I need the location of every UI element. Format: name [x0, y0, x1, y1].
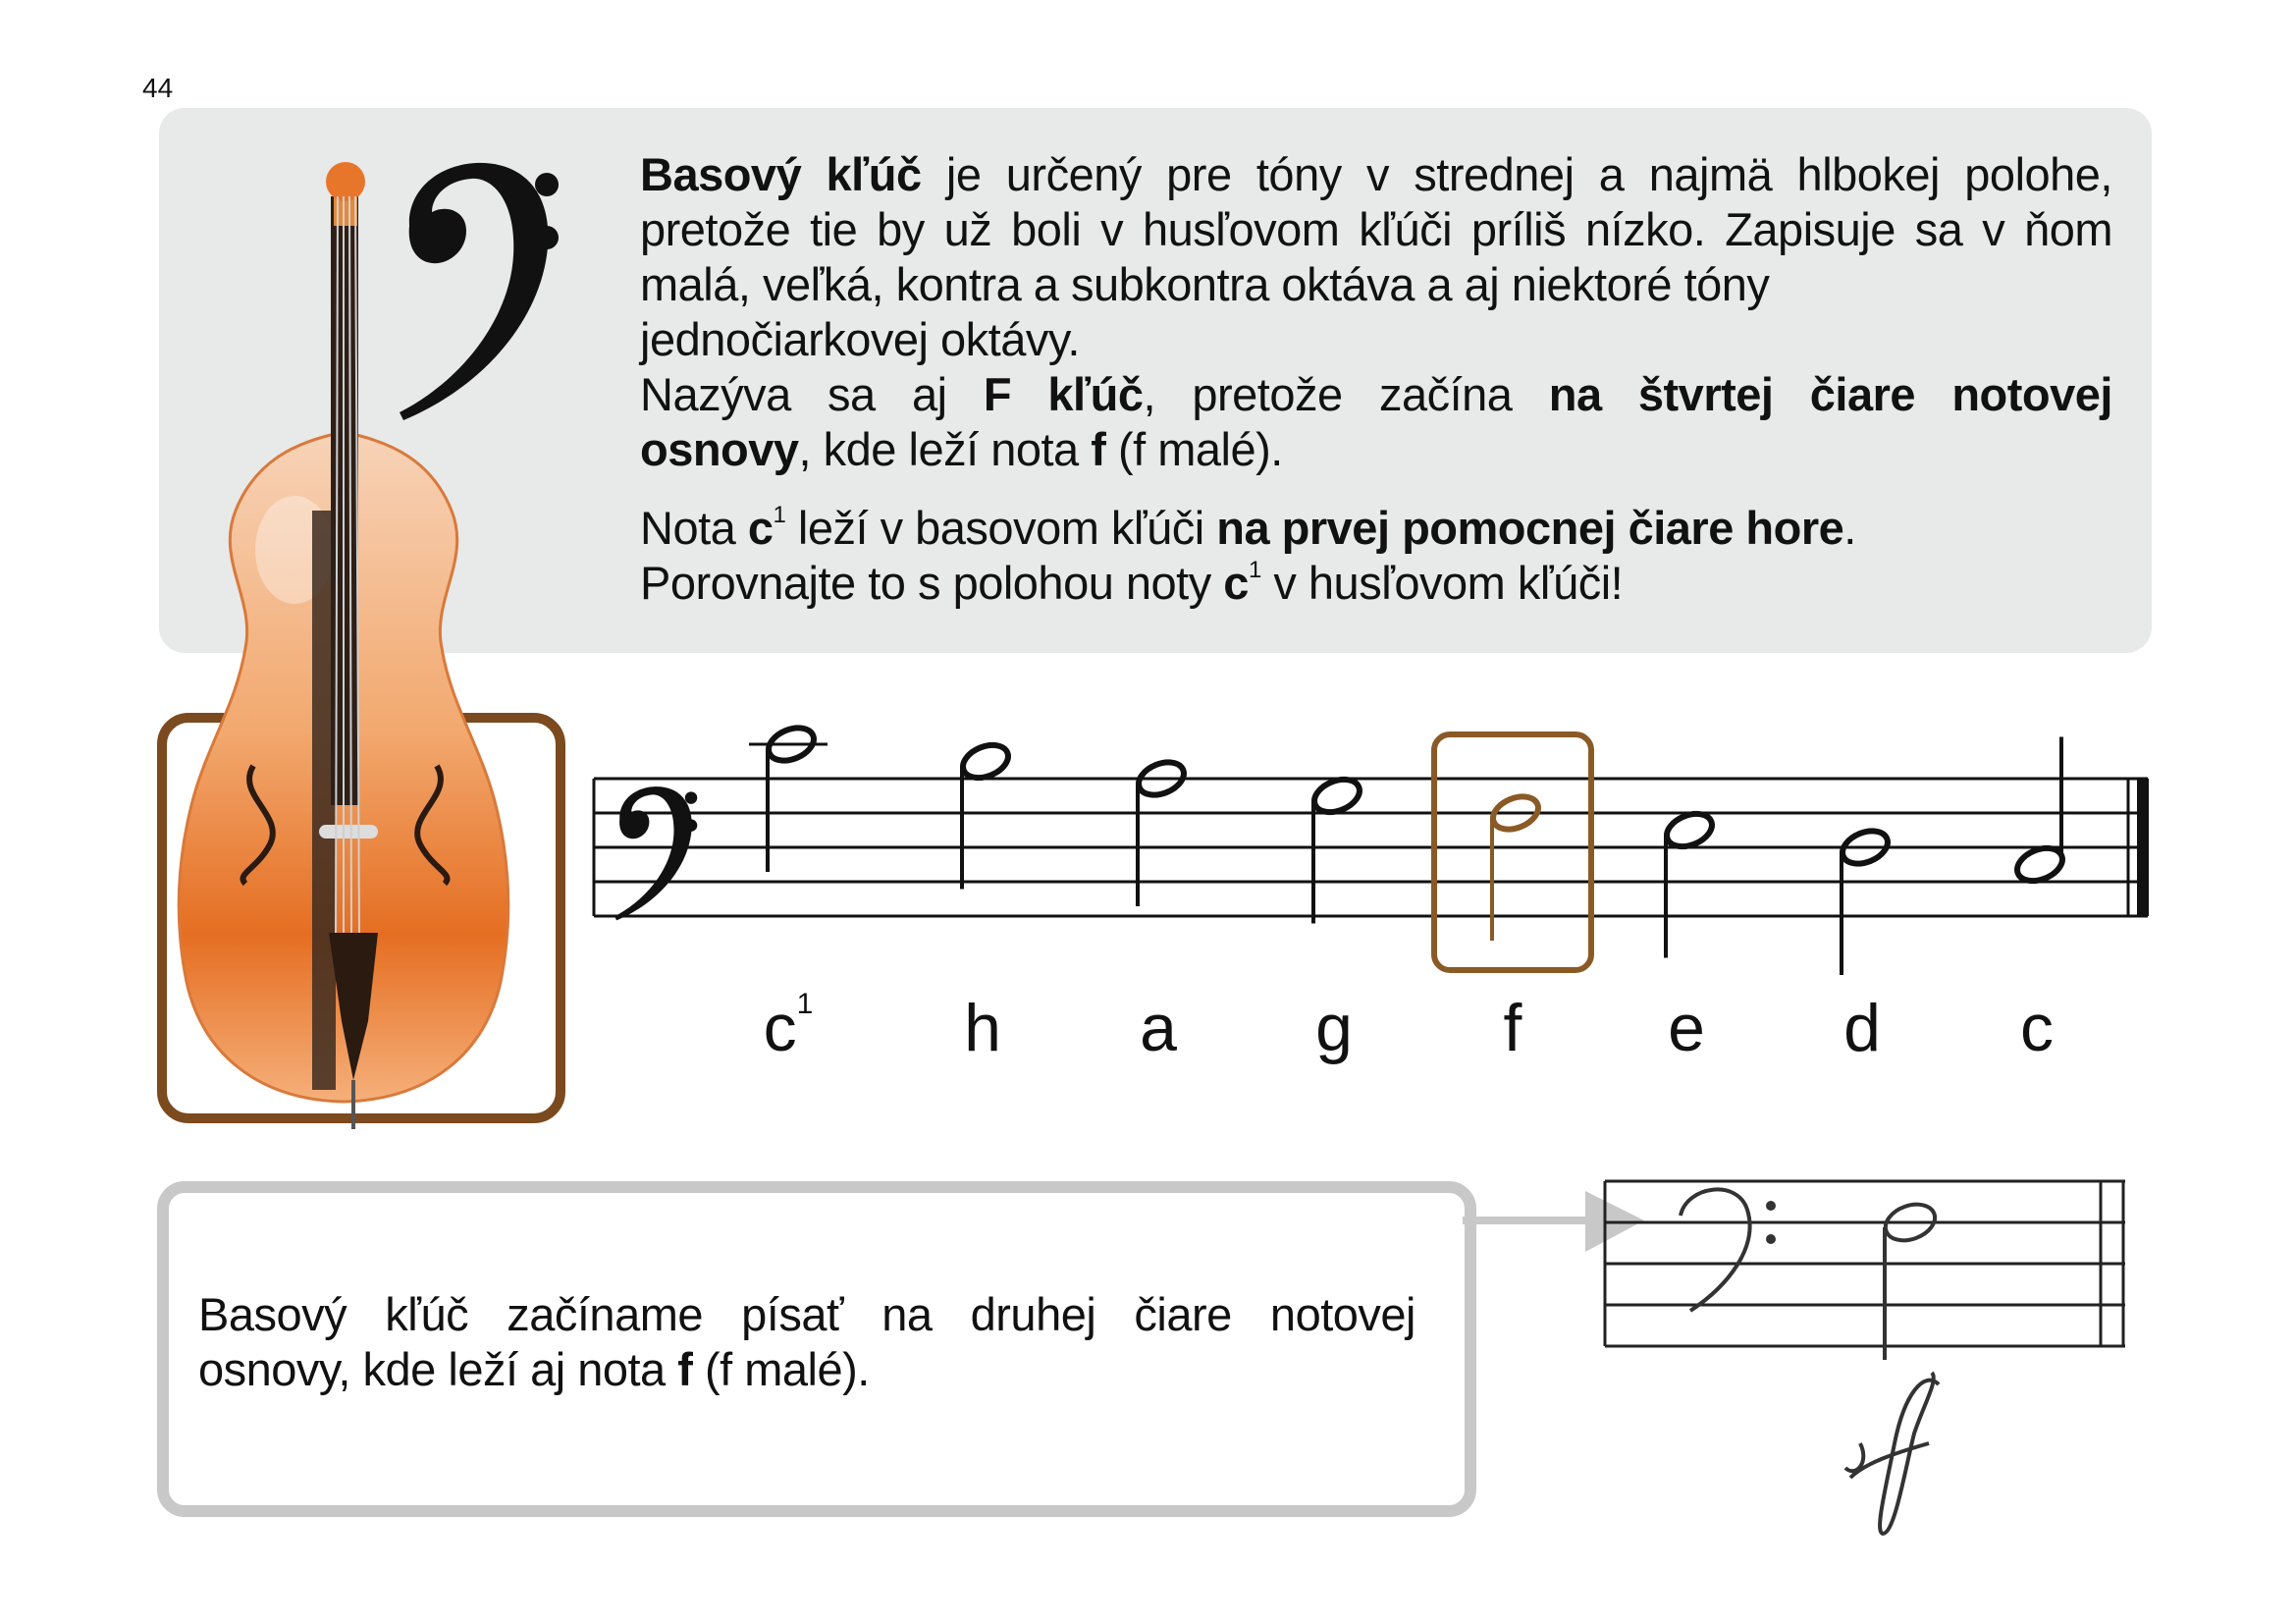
note-head	[958, 739, 1013, 785]
note-label	[749, 990, 828, 1066]
note-label	[1998, 990, 2076, 1066]
rule-bold-run: f	[677, 1343, 693, 1395]
note-name: f	[1503, 991, 1522, 1065]
note-label	[1119, 990, 1198, 1066]
arrow-right-icon	[1585, 1191, 1644, 1252]
info-text-run: (f malé).	[1105, 423, 1283, 475]
info-line: je určený pre tóny v strednej a najmä hlbokej polohe,	[921, 148, 2112, 200]
info-bold-run: c	[747, 502, 774, 554]
info-text-run: , pretože začína	[1143, 368, 1549, 420]
note-name: d	[1843, 991, 1881, 1065]
note-name: h	[964, 991, 1001, 1065]
note-head	[1134, 756, 1189, 801]
note-head	[1662, 808, 1717, 853]
page-number: 44	[142, 73, 174, 103]
bass-clef-icon	[1681, 1189, 1750, 1311]
info-bold-run: c	[1223, 557, 1249, 609]
info-text	[640, 147, 2112, 611]
info-text-run: Porovnajte to s polohou noty	[640, 557, 1224, 609]
handwritten-f-icon	[1845, 1373, 1939, 1534]
note-octave-sup: 1	[796, 988, 814, 1020]
instrument-frame	[157, 713, 565, 1123]
info-bold-run: f	[1091, 423, 1106, 475]
note-head	[1838, 825, 1893, 870]
superscript: 1	[1248, 557, 1261, 583]
info-bold-run: F kľúč	[983, 368, 1144, 420]
rule-text	[198, 1287, 1415, 1397]
rule-text-run: (f malé).	[692, 1343, 870, 1395]
note-name: c	[2020, 991, 2054, 1065]
info-text-run: .	[1843, 502, 1856, 554]
info-text-run: , kde leží nota	[798, 423, 1092, 475]
info-line: jednočiarkovej oktávy.	[640, 313, 1080, 365]
note-name: c	[763, 991, 797, 1065]
bass-clef-icon	[614, 786, 697, 920]
note-name: g	[1315, 991, 1353, 1065]
rule-text-run: osnovy, kde leží aj nota	[198, 1343, 678, 1395]
note-label	[1823, 990, 1901, 1066]
note-head	[1488, 790, 1543, 836]
note-label	[1473, 990, 1552, 1066]
note-head	[1309, 774, 1364, 819]
info-text-run: v husľovom kľúči!	[1260, 557, 1624, 609]
info-bold-run: osnovy	[640, 423, 799, 475]
note-name: e	[1668, 991, 1705, 1065]
info-line: malá, veľká, kontra a subkontra oktáva a aj niektoré tóny	[640, 258, 1770, 310]
note-label	[1647, 990, 1726, 1066]
note-head	[764, 722, 819, 767]
note-head	[2012, 842, 2067, 888]
info-bold-run: na štvrtej čiare notovej	[1548, 368, 2112, 420]
info-bold-title: Basový kľúč	[640, 148, 922, 200]
final-barline	[2137, 779, 2149, 916]
info-text-run: leží v basovom kľúči	[785, 502, 1217, 554]
note-name: a	[1140, 991, 1177, 1065]
rule-line: Basový kľúč začíname písať na druhej čiare notovej	[198, 1288, 1415, 1340]
info-line: pretože tie by už boli v husľovom kľúči príliš nízko. Zapisuje sa v ňom	[640, 203, 2112, 255]
info-bold-run: na prvej pomocnej čiare hore	[1216, 502, 1844, 554]
note-label	[943, 990, 1022, 1066]
note-label	[1295, 990, 1373, 1066]
superscript: 1	[773, 502, 786, 528]
info-text-run: Nazýva sa aj	[640, 368, 984, 420]
info-text-run: Nota	[640, 502, 748, 554]
highlight-box	[1434, 734, 1591, 970]
